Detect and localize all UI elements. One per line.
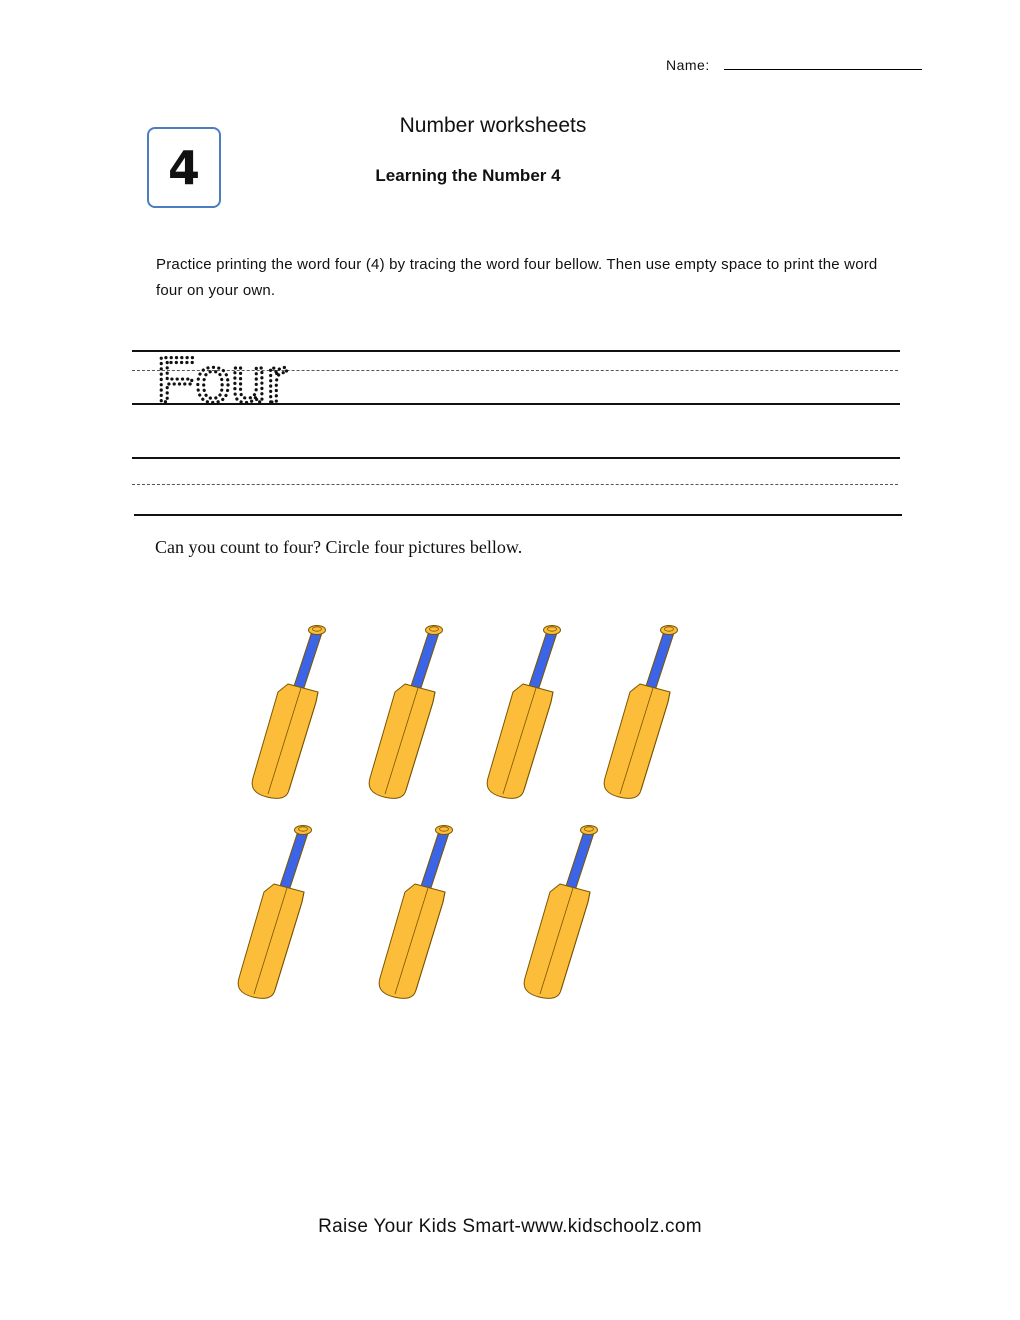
page-title: Number worksheets xyxy=(399,114,587,137)
cricket-bat-picture[interactable] xyxy=(597,622,682,800)
practice-mid-line xyxy=(132,484,898,485)
traceable-word[interactable] xyxy=(150,344,290,408)
cricket-bat-picture[interactable] xyxy=(362,622,447,800)
name-label: Name: xyxy=(666,57,710,73)
cricket-bat-picture[interactable] xyxy=(245,622,330,800)
practice-top-line[interactable] xyxy=(132,457,900,459)
instructions-text: Practice printing the word four (4) by tracing the word four bellow. Then use empty space to print the word four on your own. xyxy=(156,256,878,299)
cricket-bat-picture[interactable] xyxy=(517,822,602,1000)
name-line[interactable] xyxy=(724,69,922,70)
cricket-bat-picture[interactable] xyxy=(372,822,457,1000)
page-subtitle: Learning the Number 4 xyxy=(375,166,561,185)
footer-text: Raise Your Kids Smart-www.kidschoolz.com xyxy=(318,1216,702,1237)
traceable-word-text: Four xyxy=(156,344,288,408)
number-box: 4 xyxy=(147,127,221,208)
cricket-bat-picture[interactable] xyxy=(231,822,316,1000)
cricket-bat-picture[interactable] xyxy=(480,622,565,800)
practice-base-line[interactable] xyxy=(134,514,902,516)
counting-question: Can you count to four? Circle four pictures bellow. xyxy=(155,537,523,557)
